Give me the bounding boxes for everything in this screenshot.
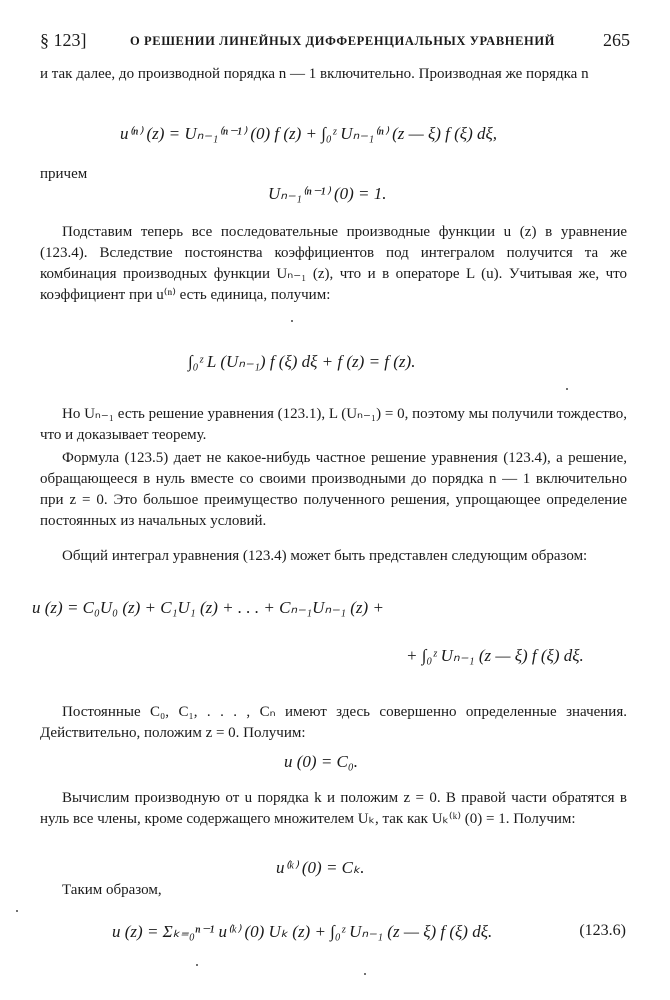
equation-2: Uₙ₋₁⁽ⁿ⁻¹⁾ (0) = 1. bbox=[268, 184, 387, 203]
print-speck bbox=[196, 964, 198, 966]
print-speck bbox=[364, 973, 366, 975]
print-speck bbox=[16, 910, 18, 912]
paragraph-5: Общий интеграл уравнения (123.4) может быть представлен следующим образом: bbox=[62, 548, 588, 564]
running-title: О РЕШЕНИИ ЛИНЕЙНЫХ ДИФФЕРЕНЦИАЛЬНЫХ УРАВНЕНИЙ bbox=[130, 34, 555, 48]
equation-6: u⁽ᵏ⁾ (0) = Cₖ. bbox=[276, 858, 365, 877]
equation-number: (123.6) bbox=[579, 922, 626, 939]
equation-5: u (0) = C₀. bbox=[284, 752, 359, 771]
equation-7: u (z) = Σₖ₌₀ⁿ⁻¹ u⁽ᵏ⁾ (0) Uₖ (z) + ∫₀ᶻ Uₙ₋₁ (z — ξ) f (ξ) dξ. bbox=[112, 922, 493, 941]
paragraph-3: Но Uₙ₋₁ есть решение уравнения (123.1), L (Uₙ₋₁) = 0, поэтому мы получили тождество, что и доказывает теорему. bbox=[40, 406, 627, 443]
paragraph-2: Подставим теперь все последовательные производные функции u (z) в уравнение (123.4). Вследствие постоянства коэффициентов под интегралом получится та же комбинация производных функции Uₙ₋₁ (z), что и в операторе L (u). Учитывая же, что коэффициент при u⁽ⁿ⁾ есть единица, получим: bbox=[40, 224, 627, 303]
print-speck bbox=[291, 320, 293, 322]
paragraph-7: Вычислим производную от u порядка k и положим z = 0. В правой части обратятся в нуль все члены, кроме содержащего множителем Uₖ, так как Uₖ⁽ᵏ⁾ (0) = 1. Получим: bbox=[40, 790, 627, 827]
paragraph-8: Таким образом, bbox=[62, 882, 162, 898]
equation-1: u⁽ⁿ⁾ (z) = Uₙ₋₁⁽ⁿ⁻¹⁾ (0) f (z) + ∫₀ᶻ Uₙ₋₁⁽ⁿ⁾ (z — ξ) f (ξ) dξ, bbox=[120, 124, 498, 143]
print-speck bbox=[566, 388, 568, 390]
label-prichem: причем bbox=[40, 166, 88, 182]
paragraph-1: и так далее, до производной порядка n — 1 включительно. Производная же порядка n bbox=[40, 66, 589, 82]
equation-4a: u (z) = C₀U₀ (z) + C₁U₁ (z) + . . . + Cₙ₋₁Uₙ₋₁ (z) + bbox=[32, 598, 384, 617]
equation-3: ∫₀ᶻ L (Uₙ₋₁) f (ξ) dξ + f (z) = f (z). bbox=[188, 352, 416, 371]
paragraph-4: Формула (123.5) дает не какое-нибудь частное решение уравнения (123.4), а решение, обращающееся в нуль вместе со своими производными до порядка n — 1 включительно при z = 0. Это большое преимущество полученного решения, упрощающее определение постоянных из начальных условий. bbox=[40, 450, 627, 529]
section-number: § 123] bbox=[40, 30, 87, 50]
paragraph-6: Постоянные C₀, C₁, . . . , Cₙ имеют здесь совершенно определенные значения. Действительно, положим z = 0. Получим: bbox=[40, 704, 627, 741]
page-header bbox=[40, 30, 630, 54]
page-number: 265 bbox=[603, 30, 630, 50]
equation-4b: + ∫₀ᶻ Uₙ₋₁ (z — ξ) f (ξ) dξ. bbox=[406, 646, 584, 665]
